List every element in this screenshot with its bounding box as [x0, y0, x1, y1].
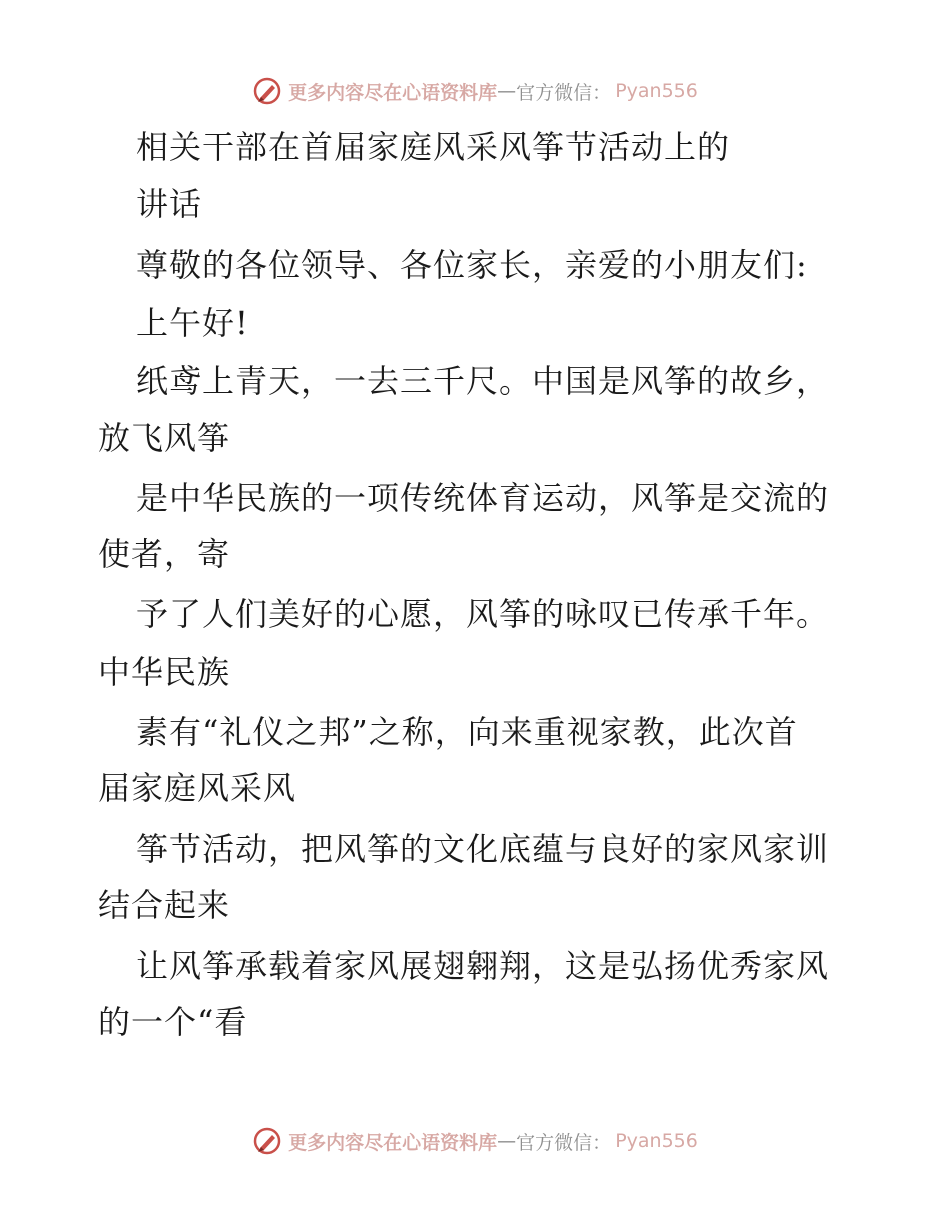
header-wechat-label: 官方微信： — [516, 81, 612, 104]
header-text — [288, 78, 698, 105]
header-separator: — — [497, 80, 517, 102]
footer-wechat-id: Pyan556 — [615, 1130, 698, 1152]
footer-wechat-label: 官方微信： — [516, 1131, 612, 1154]
paragraph-line: 是中华民族的一项传统体育运动，风筝是交流的 — [136, 479, 830, 517]
footer-separator: — — [497, 1130, 517, 1152]
pen-logo-icon — [252, 1126, 282, 1156]
paragraph-line: 结合起来 — [98, 886, 231, 924]
paragraph-line: 放飞风筝 — [98, 419, 231, 457]
salutation-line: 尊敬的各位领导、各位家长，亲爱的小朋友们: — [136, 246, 808, 284]
doc-title-line-2: 讲话 — [136, 185, 203, 223]
footer-watermark — [0, 1121, 950, 1161]
paragraph-line: 纸鸢上青天，一去三千尺。中国是风筝的故乡， — [136, 362, 830, 400]
header-site-name: 更多内容尽在心语资料库 — [288, 81, 498, 104]
paragraph-line: 筝节活动，把风筝的文化底蕴与良好的家风家训 — [136, 830, 830, 868]
paragraph-line: 予了人们美好的心愿，风筝的咏叹已传承千年。 — [136, 595, 830, 633]
header-watermark — [0, 71, 950, 111]
footer-site-name: 更多内容尽在心语资料库 — [288, 1131, 498, 1154]
footer-text — [288, 1128, 698, 1155]
greeting-line: 上午好! — [136, 304, 249, 342]
paragraph-line: 届家庭风采风 — [98, 769, 297, 807]
paragraph-line: 让风筝承载着家风展翅翱翔，这是弘扬优秀家风 — [136, 947, 830, 985]
header-wechat-id: Pyan556 — [615, 80, 698, 102]
pen-logo-icon — [252, 76, 282, 106]
paragraph-line: 中华民族 — [98, 653, 231, 691]
doc-title-line-1: 相关干部在首届家庭风采风筝节活动上的 — [136, 128, 731, 166]
paragraph-line: 的一个“看 — [98, 1003, 248, 1041]
paragraph-line: 素有“礼仪之邦”之称，向来重视家教，此次首 — [136, 713, 798, 751]
paragraph-line: 使者，寄 — [98, 535, 231, 573]
